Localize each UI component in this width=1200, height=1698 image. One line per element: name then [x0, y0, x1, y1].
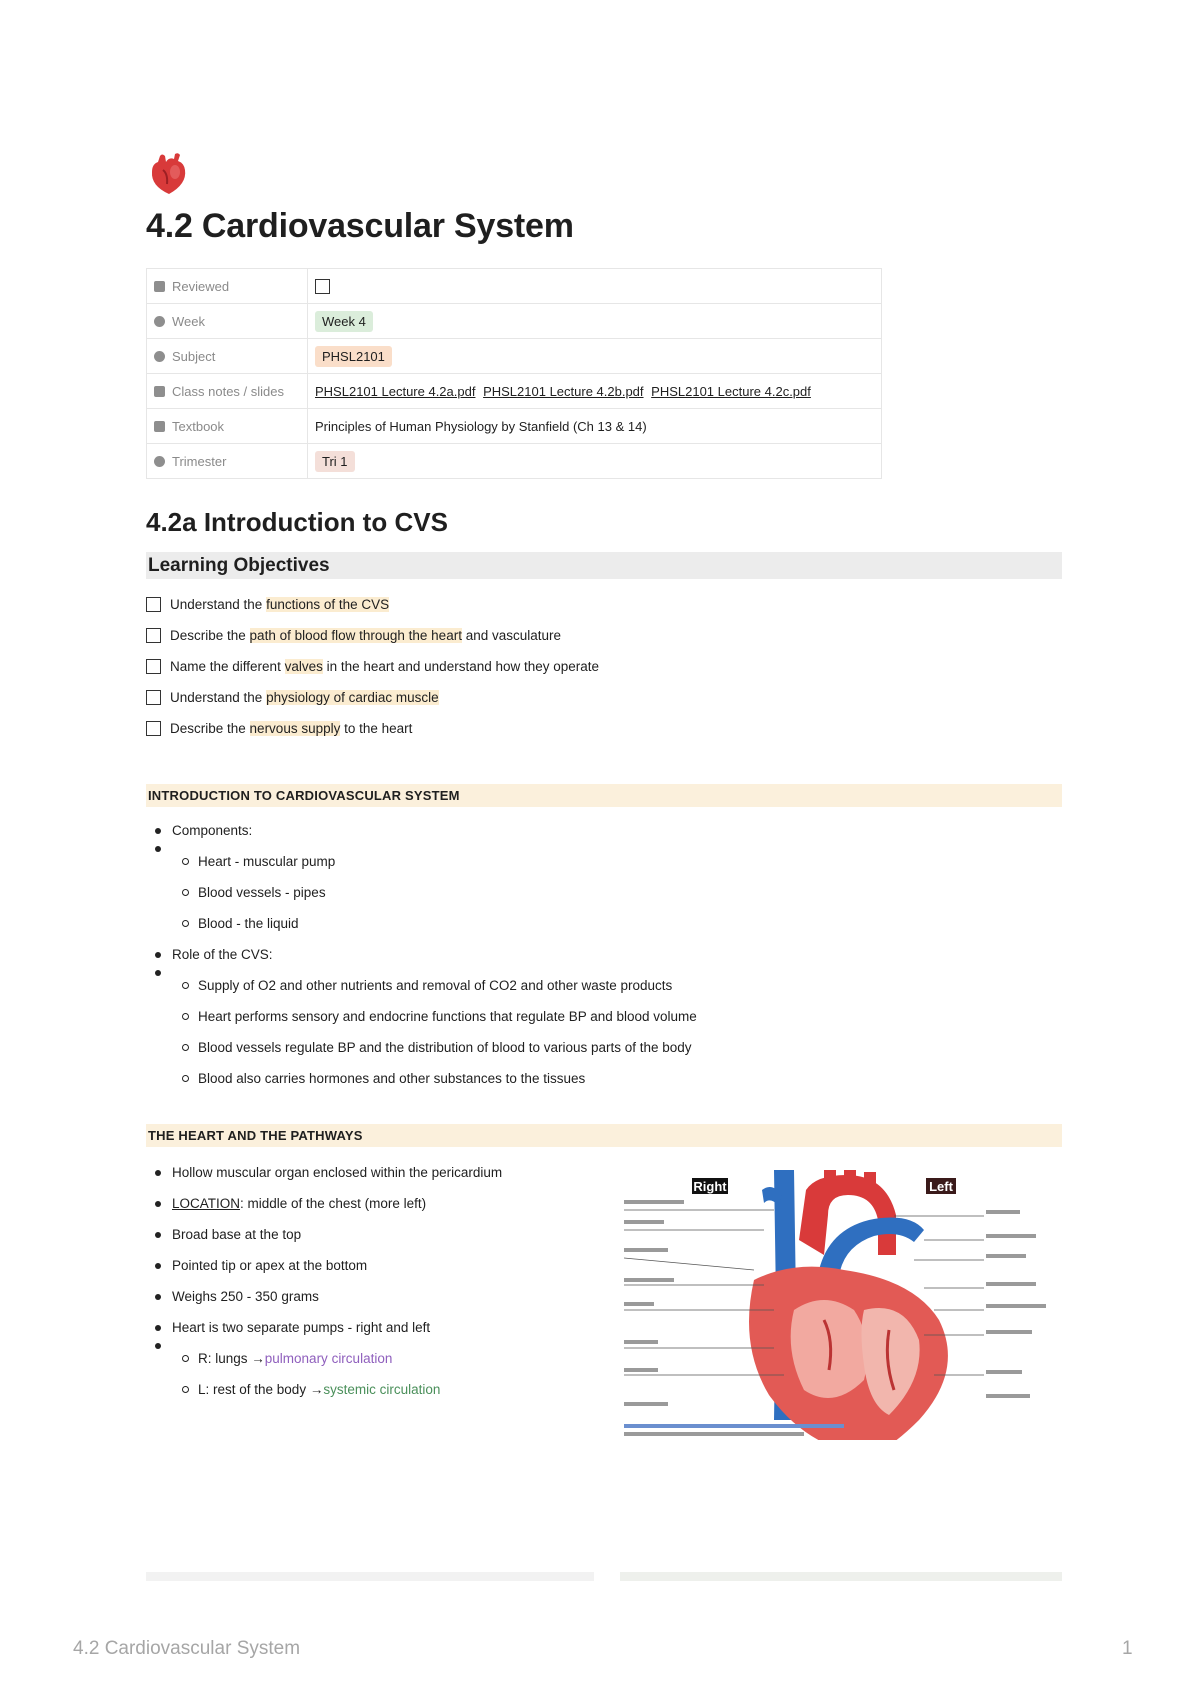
paperclip-icon [154, 386, 165, 397]
list-item: Supply of O2 and other nutrients and removal of CO2 and other waste products [146, 970, 1062, 1001]
intro-list [146, 815, 1062, 1094]
property-label: Reviewed [172, 278, 230, 294]
list-item: Role of the CVS: [146, 939, 1062, 970]
intro-heading: INTRODUCTION TO CARDIOVASCULAR SYSTEM [146, 784, 1062, 807]
property-trimester [147, 444, 882, 479]
lecture-link[interactable]: PHSL2101 Lecture 4.2b.pdf [483, 383, 644, 399]
heart-heading: THE HEART AND THE PATHWAYS [146, 1124, 1062, 1147]
properties-table [146, 268, 882, 479]
section-heading: 4.2a Introduction to CVS [146, 507, 448, 537]
list-item: Hollow muscular organ enclosed within the pericardium [146, 1157, 1062, 1188]
lecture-link[interactable]: PHSL2101 Lecture 4.2c.pdf [651, 383, 811, 399]
pulmonary-artery [819, 1218, 924, 1276]
list-item: Components: [146, 815, 1062, 846]
list-item: Broad base at the top [146, 1219, 1062, 1250]
text-property-icon [154, 421, 165, 432]
right-label: Right [693, 1179, 727, 1194]
todo-item: Name the different valves in the heart and understand how they operate [146, 651, 1062, 682]
select-property-icon [154, 316, 165, 327]
list-item: Heart - muscular pump [146, 846, 1062, 877]
list-item: Heart performs sensory and endocrine functions that regulate BP and blood volume [146, 1001, 1062, 1032]
todo-item: Describe the nervous supply to the heart [146, 713, 1062, 744]
heart-illustration [624, 1170, 1064, 1440]
todo-item: Understand the physiology of cardiac muscle [146, 682, 1062, 713]
property-subject [147, 339, 882, 374]
property-label: Textbook [172, 418, 225, 434]
anatomical-heart-icon [146, 150, 192, 196]
divider-left [146, 1572, 594, 1581]
property-reviewed [147, 269, 882, 304]
page-title: 4.2 Cardiovascular System [146, 207, 574, 245]
todo-item: Describe the path of blood flow through the heart and vasculature [146, 620, 1062, 651]
checkbox-property-icon [154, 281, 165, 292]
property-class-notes [147, 374, 882, 409]
property-label: Class notes / slides [172, 383, 284, 399]
list-item: L: rest of the body → systemic circulation [146, 1374, 1062, 1405]
heart-diagram [624, 1170, 1064, 1440]
todo-checkbox[interactable] [146, 721, 161, 736]
property-week [147, 304, 882, 339]
subject-tag[interactable]: PHSL2101 [315, 346, 392, 367]
learning-objectives-heading: Learning Objectives [146, 552, 1062, 579]
property-label: Week [172, 313, 205, 329]
textbook-value[interactable]: Principles of Human Physiology by Stanfield (Ch 13 & 14) [308, 409, 882, 444]
todo-item: Understand the functions of the CVS [146, 589, 1062, 620]
caption-bar [624, 1424, 844, 1428]
list-item: Blood vessels regulate BP and the distribution of blood to various parts of the body [146, 1032, 1062, 1063]
left-label: Left [929, 1179, 953, 1194]
footer-page-number: 1 [1122, 1638, 1133, 1659]
lecture-link[interactable]: PHSL2101 Lecture 4.2a.pdf [315, 383, 476, 399]
list-item: Blood - the liquid [146, 908, 1062, 939]
week-tag[interactable]: Week 4 [315, 311, 373, 332]
list-item: R: lungs → pulmonary circulation [146, 1343, 1062, 1374]
reviewed-checkbox[interactable] [315, 279, 330, 294]
footer-title: 4.2 Cardiovascular System [73, 1638, 301, 1659]
list-item: Weighs 250 - 350 grams [146, 1281, 1062, 1312]
property-label: Trimester [172, 453, 227, 469]
list-item: Pointed tip or apex at the bottom [146, 1250, 1062, 1281]
list-item: LOCATION : middle of the chest (more left) [146, 1188, 1062, 1219]
select-property-icon [154, 456, 165, 467]
property-label: Subject [172, 348, 216, 364]
divider-right [620, 1572, 1062, 1581]
todo-checkbox[interactable] [146, 628, 161, 643]
todo-checkbox[interactable] [146, 659, 161, 674]
list-item: Blood also carries hormones and other substances to the tissues [146, 1063, 1062, 1094]
trimester-tag[interactable]: Tri 1 [315, 451, 355, 472]
property-textbook [147, 409, 882, 444]
select-property-icon [154, 351, 165, 362]
list-item: Heart is two separate pumps - right and left [146, 1312, 1062, 1343]
todo-checkbox[interactable] [146, 597, 161, 612]
todo-checkbox[interactable] [146, 690, 161, 705]
list-item: Blood vessels - pipes [146, 877, 1062, 908]
bottom-dividers [146, 1572, 1062, 1581]
